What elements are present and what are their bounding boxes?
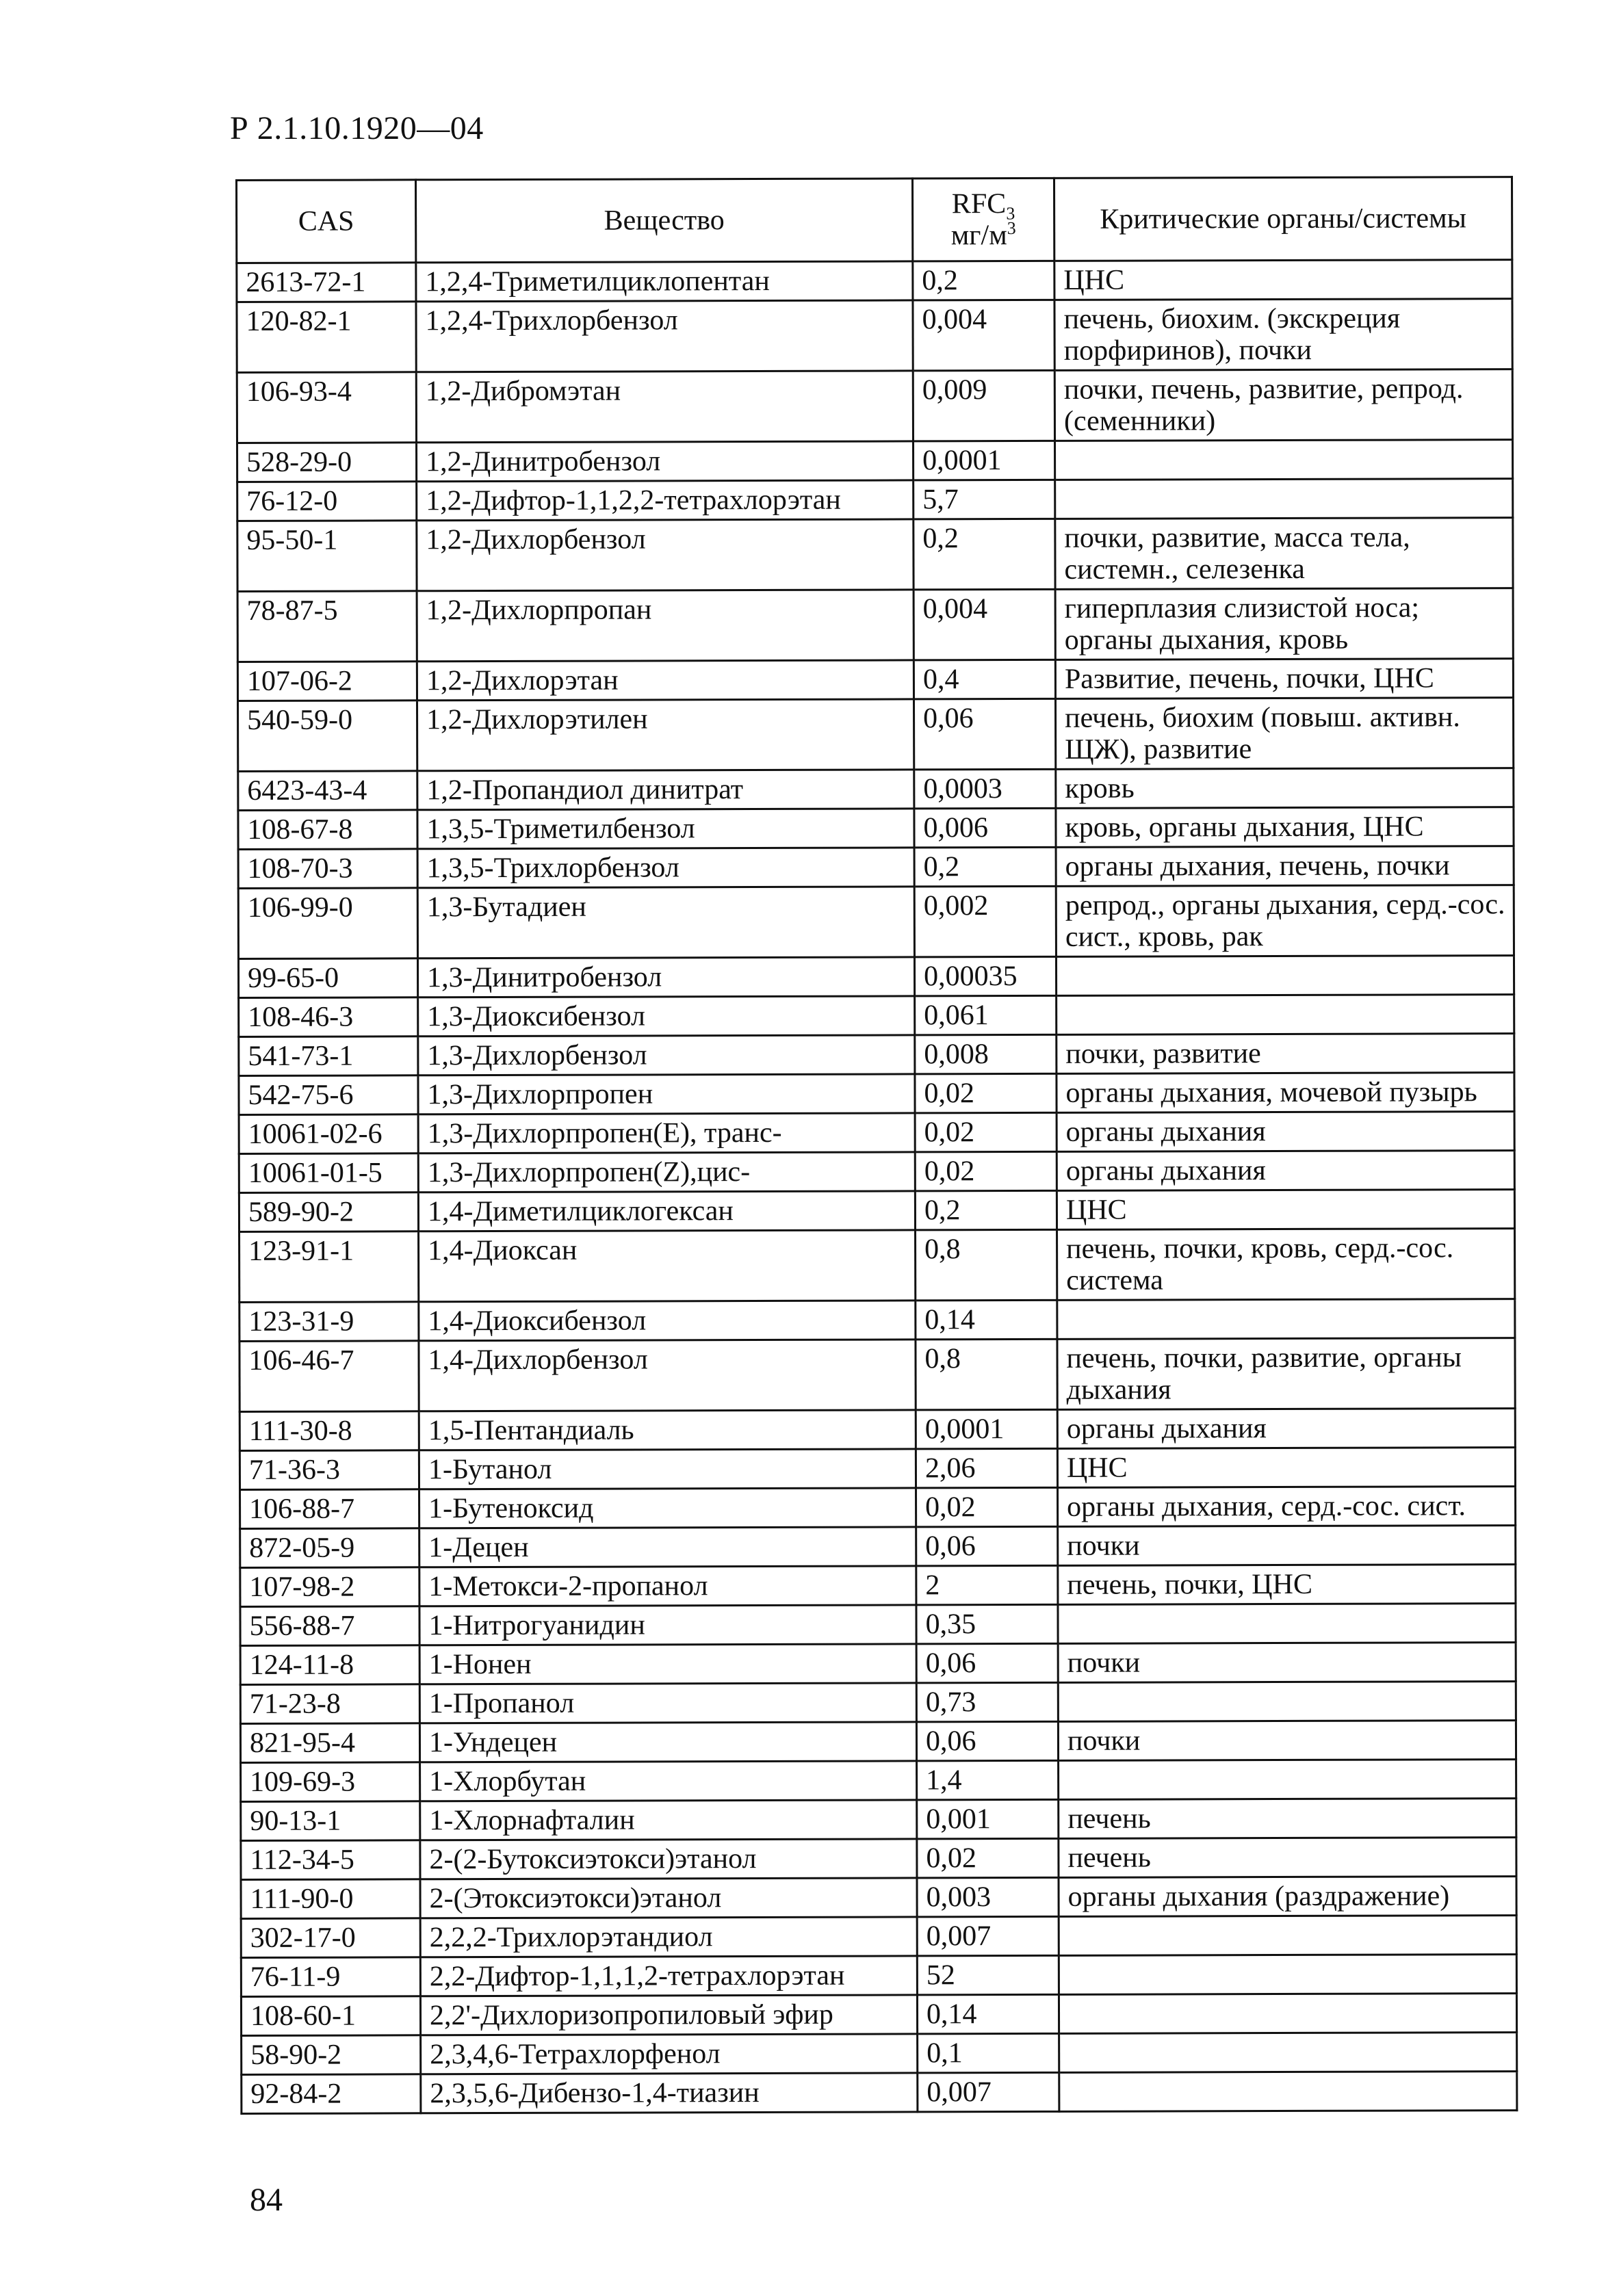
header-organs: Критические органы/системы bbox=[1054, 177, 1512, 261]
cell-organs bbox=[1059, 1955, 1516, 1995]
cell-organs bbox=[1059, 2033, 1517, 2073]
cell-rfc: 0,1 bbox=[918, 2033, 1059, 2073]
cell-cas: 106-46-7 bbox=[239, 1341, 419, 1412]
cell-organs: кровь bbox=[1056, 768, 1514, 809]
table-row bbox=[238, 807, 1514, 850]
cell-rfc: 2 bbox=[916, 1565, 1058, 1605]
cell-substance: 1,2,4-Трихлорбензол bbox=[416, 300, 913, 372]
cell-substance: 1,3-Диоксибензол bbox=[418, 996, 915, 1036]
table-row bbox=[241, 1877, 1516, 1919]
header-substance: Вещество bbox=[416, 179, 913, 263]
cell-substance: 1-Хлорнафталин bbox=[420, 1800, 917, 1840]
cell-rfc: 0,06 bbox=[914, 699, 1055, 770]
cell-organs: органы дыхания bbox=[1057, 1112, 1514, 1152]
cell-substance: 1,3-Дихлорпропен(Е), транс- bbox=[418, 1113, 915, 1153]
cell-organs: репрод., органы дыхания, серд.-сос. сист., кровь, рак bbox=[1056, 885, 1514, 957]
cell-cas: 6423-43-4 bbox=[238, 771, 417, 811]
cell-substance: 1,3-Дихлорбензол bbox=[418, 1035, 915, 1075]
cell-organs: печень bbox=[1059, 1799, 1516, 1839]
cell-rfc: 0,06 bbox=[916, 1526, 1058, 1566]
table-row bbox=[239, 995, 1514, 1037]
cell-rfc: 0,35 bbox=[916, 1604, 1058, 1644]
table-row bbox=[237, 440, 1513, 482]
cell-cas: 528-29-0 bbox=[237, 443, 417, 482]
cell-substance: 2,2-Дифтор-1,1,1,2-тетрахлорэтан bbox=[420, 1956, 917, 1996]
cell-substance: 1,3-Дихлорпропен bbox=[418, 1074, 915, 1114]
cell-cas: 111-90-0 bbox=[241, 1879, 420, 1919]
cell-organs: Развитие, печень, почки, ЦНС bbox=[1055, 659, 1513, 699]
cell-organs bbox=[1059, 2072, 1517, 2112]
cell-organs bbox=[1058, 1682, 1516, 1722]
cell-cas: 112-34-5 bbox=[241, 1840, 420, 1880]
cell-organs bbox=[1057, 995, 1514, 1035]
table-row bbox=[238, 956, 1514, 998]
cell-rfc: 0,0001 bbox=[914, 441, 1055, 480]
cell-cas: 124-11-8 bbox=[240, 1645, 419, 1685]
table-row bbox=[239, 1448, 1515, 1490]
table-row bbox=[239, 1409, 1515, 1451]
cell-rfc: 0,2 bbox=[913, 261, 1054, 300]
cell-substance: 1,2-Дихлорэтилен bbox=[417, 699, 914, 771]
cell-substance: 1,4-Дихлорбензол bbox=[419, 1340, 916, 1411]
cell-organs: печень bbox=[1059, 1838, 1516, 1878]
cell-substance: 1-Хлорбутан bbox=[420, 1761, 917, 1801]
header-rfc bbox=[913, 178, 1054, 261]
cell-rfc: 5,7 bbox=[914, 480, 1055, 519]
table-row bbox=[240, 1565, 1516, 1607]
cell-cas: 589-90-2 bbox=[239, 1192, 418, 1232]
cell-substance: 2-(2-Бутоксиэтокси)этанол bbox=[420, 1839, 917, 1879]
cell-substance: 1,4-Диметилциклогексан bbox=[418, 1191, 915, 1231]
cell-cas: 71-36-3 bbox=[239, 1450, 419, 1490]
document-code: Р 2.1.10.1920—04 bbox=[230, 110, 484, 146]
table-row bbox=[240, 1604, 1516, 1646]
cell-organs bbox=[1059, 1760, 1516, 1800]
cell-organs: печень, биохим. (экскреция порфиринов), почки bbox=[1054, 299, 1512, 371]
table-body bbox=[237, 260, 1517, 2114]
cell-substance: 1,3-Бутадиен bbox=[417, 887, 914, 958]
cell-organs: органы дыхания, печень, почки bbox=[1056, 846, 1514, 887]
table-row bbox=[240, 1721, 1516, 1763]
table-row bbox=[242, 2072, 1517, 2114]
cell-rfc: 0,14 bbox=[916, 1300, 1057, 1340]
cell-cas: 76-11-9 bbox=[241, 1957, 420, 1997]
cell-organs: печень, почки, развитие, органы дыхания bbox=[1057, 1338, 1515, 1410]
cell-cas: 95-50-1 bbox=[237, 521, 417, 592]
table-row bbox=[239, 1229, 1515, 1303]
cell-substance: 2,3,4,6-Тетрахлорфенол bbox=[421, 2034, 918, 2074]
cell-organs bbox=[1059, 1994, 1516, 2034]
cell-organs: органы дыхания (раздражение) bbox=[1059, 1877, 1516, 1917]
cell-rfc: 1,4 bbox=[917, 1760, 1059, 1800]
table-row bbox=[237, 518, 1513, 592]
cell-cas: 821-95-4 bbox=[240, 1723, 419, 1763]
cell-substance: 1-Метокси-2-пропанол bbox=[419, 1566, 916, 1606]
table-row bbox=[237, 588, 1513, 662]
cell-organs: ЦНС bbox=[1057, 1190, 1514, 1230]
cell-cas: 556-88-7 bbox=[240, 1606, 419, 1646]
table-row bbox=[241, 1955, 1516, 1997]
cell-organs: почки, развитие, масса тела, системн., селезенка bbox=[1055, 518, 1513, 590]
cell-substance: 1,3,5-Трихлорбензол bbox=[417, 848, 914, 888]
cell-organs: печень, почки, кровь, серд.-сос. система bbox=[1057, 1229, 1515, 1301]
cell-rfc: 0,02 bbox=[915, 1073, 1057, 1113]
cell-cas: 2613-72-1 bbox=[237, 263, 416, 302]
cell-rfc: 0,02 bbox=[917, 1838, 1059, 1878]
cell-substance: 2-(Этоксиэтокси)этанол bbox=[420, 1878, 917, 1918]
cell-rfc: 0,8 bbox=[916, 1339, 1057, 1410]
cell-organs bbox=[1058, 1604, 1516, 1644]
table-row bbox=[240, 1487, 1516, 1529]
cell-cas: 71-23-8 bbox=[240, 1684, 419, 1724]
cell-substance: 1,2-Дихлорбензол bbox=[417, 519, 914, 591]
cell-cas: 99-65-0 bbox=[238, 958, 417, 998]
table-row bbox=[237, 659, 1513, 701]
cell-organs: органы дыхания, мочевой пузырь bbox=[1057, 1073, 1514, 1113]
cell-substance: 1,2-Дихлорэтан bbox=[417, 660, 914, 701]
cell-substance: 1-Нитрогуанидин bbox=[419, 1605, 916, 1645]
rfc-table bbox=[235, 176, 1518, 2115]
cell-cas: 106-93-4 bbox=[237, 372, 416, 443]
cell-substance: 1,2-Дибромэтан bbox=[416, 371, 913, 443]
table-row bbox=[241, 1760, 1516, 1802]
cell-cas: 542-75-6 bbox=[239, 1075, 418, 1115]
cell-rfc: 0,14 bbox=[917, 1994, 1059, 2034]
cell-rfc: 0,009 bbox=[913, 370, 1054, 441]
cell-cas: 10061-01-5 bbox=[239, 1153, 418, 1193]
cell-cas: 872-05-9 bbox=[240, 1528, 419, 1568]
cell-organs: почки bbox=[1058, 1526, 1516, 1566]
table-row bbox=[240, 1682, 1516, 1724]
cell-rfc: 0,061 bbox=[915, 995, 1057, 1035]
cell-rfc: 0,001 bbox=[917, 1799, 1059, 1839]
cell-rfc: 0,00035 bbox=[914, 956, 1056, 996]
cell-cas: 106-99-0 bbox=[238, 888, 417, 959]
cell-rfc: 0,004 bbox=[913, 300, 1054, 371]
cell-substance: 1,3-Дихлорпропен(Z),цис- bbox=[418, 1152, 915, 1192]
table-row bbox=[240, 1526, 1516, 1568]
cell-rfc: 0,003 bbox=[917, 1877, 1059, 1917]
cell-rfc: 0,007 bbox=[917, 1916, 1059, 1956]
cell-cas: 540-59-0 bbox=[237, 701, 417, 772]
cell-substance: 1,2-Дифтор-1,1,2,2-тетрахлорэтан bbox=[417, 480, 914, 521]
cell-substance: 1-Пропанол bbox=[419, 1683, 916, 1723]
table-row bbox=[239, 1338, 1515, 1412]
table-row bbox=[237, 479, 1513, 521]
cell-rfc: 0,002 bbox=[914, 886, 1056, 957]
cell-rfc: 0,007 bbox=[918, 2072, 1059, 2112]
cell-rfc: 0,006 bbox=[914, 808, 1056, 848]
cell-rfc: 0,02 bbox=[916, 1487, 1058, 1527]
cell-organs: кровь, органы дыхания, ЦНС bbox=[1056, 807, 1514, 848]
cell-substance: 1-Нонен bbox=[419, 1644, 916, 1684]
cell-substance: 1-Бутанол bbox=[419, 1449, 916, 1489]
cell-substance: 1,3,5-Триметилбензол bbox=[417, 809, 914, 849]
cell-substance: 1,4-Диоксибензол bbox=[419, 1301, 916, 1341]
cell-cas: 123-91-1 bbox=[239, 1231, 419, 1303]
table-row bbox=[239, 1151, 1514, 1193]
cell-rfc: 0,73 bbox=[916, 1682, 1058, 1722]
cell-substance: 2,3,5,6-Дибензо-1,4-тиазин bbox=[421, 2073, 918, 2113]
cell-rfc: 0,4 bbox=[914, 660, 1055, 699]
cell-cas: 58-90-2 bbox=[242, 2035, 421, 2075]
table-row bbox=[241, 1799, 1516, 1841]
table-row bbox=[240, 1643, 1516, 1685]
cell-rfc: 0,06 bbox=[916, 1721, 1058, 1761]
cell-cas: 108-67-8 bbox=[238, 810, 417, 850]
table-row bbox=[237, 698, 1513, 772]
table-row bbox=[238, 846, 1514, 889]
cell-cas: 302-17-0 bbox=[241, 1918, 420, 1958]
header-rfc-subscript: 3 bbox=[1006, 203, 1015, 224]
cell-substance: 1,2,4-Триметилциклопентан bbox=[416, 261, 913, 302]
cell-rfc: 0,02 bbox=[915, 1151, 1057, 1191]
cell-substance: 1-Бутеноксид bbox=[419, 1488, 916, 1528]
header-rfc-label: RFC bbox=[951, 188, 1007, 220]
table-row bbox=[238, 885, 1514, 959]
table-row bbox=[239, 1112, 1514, 1154]
cell-organs: ЦНС bbox=[1057, 1448, 1515, 1488]
cell-cas: 108-46-3 bbox=[239, 997, 418, 1037]
cell-rfc: 0,008 bbox=[915, 1034, 1057, 1074]
cell-substance: 1,2-Дихлорпропан bbox=[417, 590, 914, 662]
cell-cas: 90-13-1 bbox=[241, 1801, 420, 1841]
table-row bbox=[237, 369, 1512, 443]
cell-cas: 109-69-3 bbox=[241, 1762, 420, 1802]
cell-substance: 2,2'-Дихлоризопропиловый эфир bbox=[420, 1995, 917, 2035]
cell-organs: органы дыхания bbox=[1057, 1151, 1514, 1191]
table-row bbox=[239, 1073, 1514, 1115]
table-row bbox=[239, 1034, 1514, 1076]
cell-rfc: 0,06 bbox=[916, 1643, 1058, 1683]
cell-substance: 2,2,2-Трихлорэтандиол bbox=[420, 1917, 917, 1957]
table-row bbox=[242, 2033, 1517, 2075]
cell-rfc: 0,2 bbox=[915, 1190, 1057, 1230]
cell-substance: 1,4-Диоксан bbox=[419, 1230, 916, 1302]
table-row bbox=[239, 1190, 1514, 1232]
cell-organs: почки bbox=[1058, 1643, 1516, 1683]
cell-cas: 92-84-2 bbox=[242, 2074, 421, 2114]
cell-substance: 1,5-Пентандиаль bbox=[419, 1410, 916, 1450]
cell-rfc: 0,0001 bbox=[916, 1409, 1057, 1449]
table-row bbox=[237, 299, 1512, 373]
cell-rfc: 52 bbox=[917, 1955, 1059, 1995]
cell-cas: 106-88-7 bbox=[240, 1489, 419, 1529]
cell-cas: 107-98-2 bbox=[240, 1567, 419, 1607]
cell-organs bbox=[1055, 440, 1513, 480]
rfc-table-container bbox=[235, 179, 1511, 2115]
cell-substance: 1-Ундецен bbox=[419, 1722, 916, 1762]
cell-organs: органы дыхания, серд.-сос. сист. bbox=[1058, 1487, 1516, 1527]
cell-rfc: 0,8 bbox=[916, 1229, 1057, 1301]
cell-rfc: 0,02 bbox=[915, 1112, 1057, 1152]
cell-cas: 111-30-8 bbox=[239, 1411, 419, 1451]
cell-organs bbox=[1057, 1299, 1515, 1340]
cell-organs: ЦНС bbox=[1054, 260, 1512, 300]
cell-cas: 108-60-1 bbox=[241, 1996, 420, 2036]
table-row bbox=[241, 1994, 1516, 2036]
table-row bbox=[241, 1916, 1516, 1958]
cell-cas: 76-12-0 bbox=[237, 482, 417, 521]
cell-organs: печень, почки, ЦНС bbox=[1058, 1565, 1516, 1605]
cell-rfc: 2,06 bbox=[916, 1448, 1057, 1488]
cell-substance: 1,3-Динитробензол bbox=[417, 957, 914, 997]
cell-cas: 123-31-9 bbox=[239, 1302, 419, 1342]
table-row bbox=[241, 1838, 1516, 1880]
cell-cas: 541-73-1 bbox=[239, 1036, 418, 1076]
cell-cas: 120-82-1 bbox=[237, 302, 416, 373]
table-header-row bbox=[237, 177, 1512, 263]
cell-organs: почки bbox=[1058, 1721, 1516, 1761]
cell-organs: почки, развитие bbox=[1057, 1034, 1514, 1074]
cell-cas: 78-87-5 bbox=[237, 591, 417, 662]
table-row bbox=[237, 260, 1512, 302]
cell-organs bbox=[1056, 956, 1514, 996]
cell-organs: органы дыхания bbox=[1057, 1409, 1515, 1449]
table-row bbox=[238, 768, 1514, 811]
header-rfc-unit: мг/м bbox=[950, 220, 1007, 252]
cell-organs bbox=[1059, 1916, 1516, 1956]
page-number: 84 bbox=[250, 2182, 283, 2218]
cell-substance: 1,2-Динитробензол bbox=[417, 441, 914, 482]
cell-rfc: 0,004 bbox=[914, 589, 1055, 660]
cell-organs bbox=[1055, 479, 1513, 519]
cell-organs: печень, биохим (повыш. активн. ЩЖ), развитие bbox=[1055, 698, 1513, 770]
cell-substance: 1-Децен bbox=[419, 1527, 916, 1567]
cell-rfc: 0,0003 bbox=[914, 769, 1056, 809]
cell-organs: гиперплазия слизистой носа; органы дыхания, кровь bbox=[1055, 588, 1513, 660]
cell-cas: 108-70-3 bbox=[238, 849, 417, 889]
cell-cas: 10061-02-6 bbox=[239, 1114, 418, 1154]
table-row bbox=[239, 1299, 1515, 1342]
cell-rfc: 0,2 bbox=[914, 847, 1056, 887]
header-rfc-unit-exponent: 3 bbox=[1007, 218, 1016, 239]
cell-cas: 107-06-2 bbox=[237, 662, 417, 701]
cell-rfc: 0,2 bbox=[914, 519, 1055, 590]
cell-organs: почки, печень, развитие, репрод. (семенники) bbox=[1054, 369, 1512, 441]
header-cas: CAS bbox=[237, 180, 416, 263]
cell-substance: 1,2-Пропандиол динитрат bbox=[417, 770, 914, 810]
